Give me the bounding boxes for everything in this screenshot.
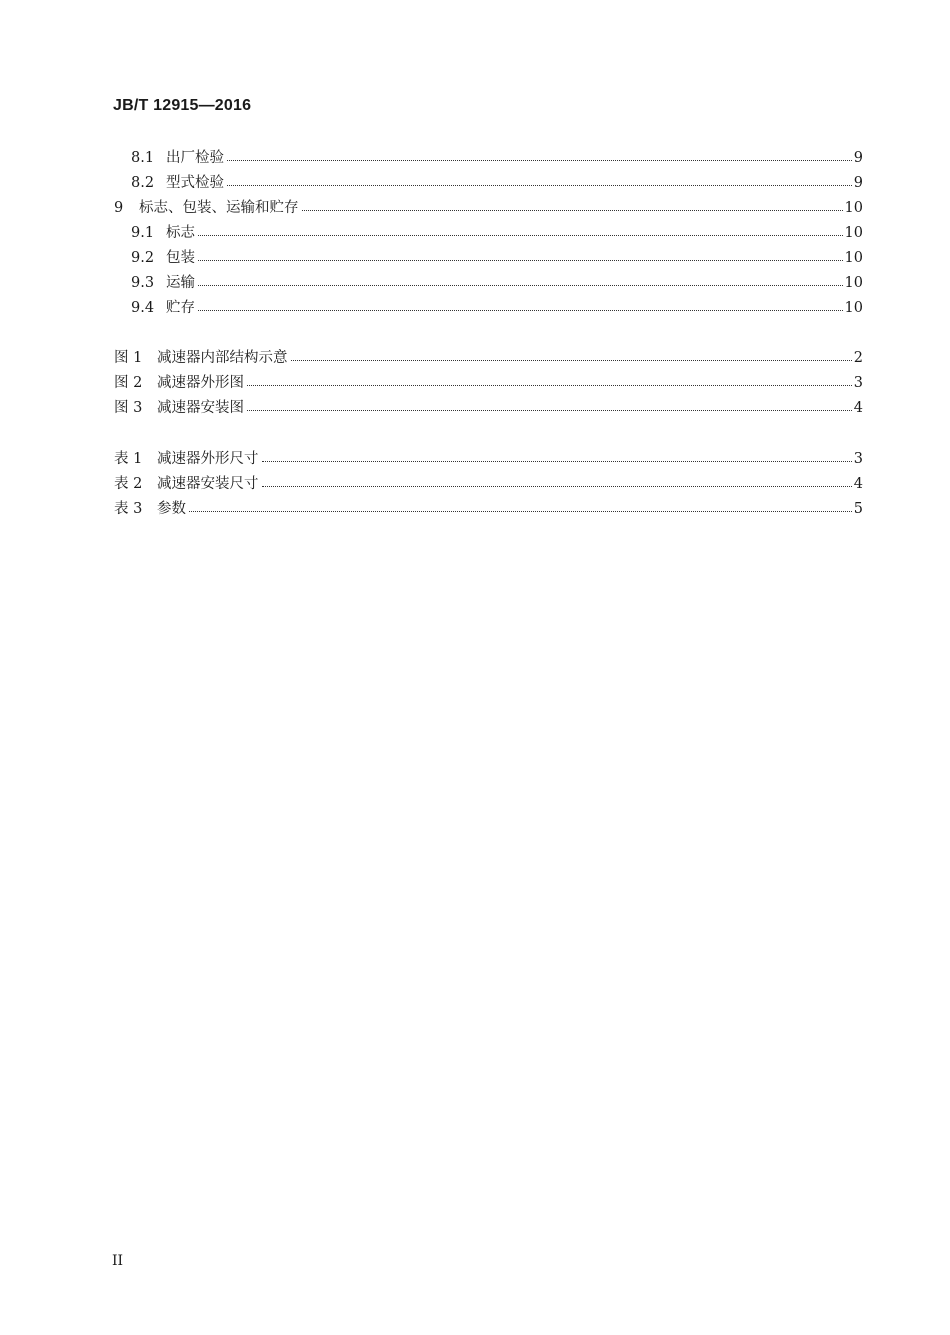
leader-dots: [189, 497, 852, 512]
toc-entry-title: 运输: [166, 275, 195, 291]
table-number: 表 1: [114, 451, 143, 467]
figure-page: 4: [853, 400, 863, 416]
toc-entry-page: 10: [844, 275, 863, 291]
figure-page: 3: [853, 375, 863, 391]
toc-entry-page: 10: [844, 250, 863, 266]
figure-number: 图 1: [114, 350, 143, 366]
table-number: 表 2: [114, 476, 143, 492]
toc-entry-number: 9: [114, 200, 124, 216]
figure-entry-3[interactable]: [114, 397, 863, 417]
leader-dots: [302, 196, 843, 211]
toc-entry-number: 9.1: [131, 225, 155, 241]
toc-entry-number: 9.2: [131, 250, 155, 266]
toc-entry-title: 包装: [166, 250, 195, 266]
toc-entry-title: 出厂检验: [166, 150, 224, 166]
toc-entry-8-2[interactable]: [131, 172, 863, 192]
toc-entry-page: 10: [844, 200, 863, 216]
toc-entry-number: 9.3: [131, 275, 155, 291]
leader-dots: [262, 472, 852, 487]
leader-dots: [227, 171, 852, 186]
table-title: 参数: [157, 501, 186, 517]
toc-entry-page: 10: [844, 225, 863, 241]
leader-dots: [291, 346, 852, 361]
leader-dots: [198, 296, 843, 311]
figure-entry-1[interactable]: [114, 347, 863, 367]
figure-title: 减速器外形图: [157, 375, 244, 391]
leader-dots: [198, 221, 843, 236]
table-title: 减速器安装尺寸: [157, 476, 259, 492]
table-title: 减速器外形尺寸: [157, 451, 259, 467]
table-entry-3[interactable]: [114, 498, 863, 518]
toc-entry-9[interactable]: [114, 197, 863, 217]
toc-entry-9-4[interactable]: [131, 297, 863, 317]
leader-dots: [247, 396, 852, 411]
page-number: II: [112, 1253, 124, 1269]
leader-dots: [247, 371, 852, 386]
toc-entry-title: 贮存: [166, 300, 195, 316]
table-entry-1[interactable]: [114, 448, 863, 468]
toc-entry-8-1[interactable]: [131, 147, 863, 167]
table-number: 表 3: [114, 501, 143, 517]
figure-number: 图 2: [114, 375, 143, 391]
table-page: 4: [853, 476, 863, 492]
toc-entry-page: 9: [853, 175, 863, 191]
toc-entry-page: 10: [844, 300, 863, 316]
leader-dots: [198, 271, 843, 286]
toc-entry-number: 8.1: [131, 150, 155, 166]
figure-number: 图 3: [114, 400, 143, 416]
figure-entry-2[interactable]: [114, 372, 863, 392]
toc-entry-9-2[interactable]: [131, 247, 863, 267]
toc-entry-number: 8.2: [131, 175, 155, 191]
leader-dots: [198, 246, 843, 261]
toc-entry-title: 标志、包装、运输和贮存: [139, 200, 299, 216]
toc-entry-title: 标志: [166, 225, 195, 241]
table-page: 5: [853, 501, 863, 517]
table-entry-2[interactable]: [114, 473, 863, 493]
leader-dots: [262, 447, 852, 462]
table-page: 3: [853, 451, 863, 467]
toc-entry-title: 型式检验: [166, 175, 224, 191]
figure-title: 减速器安装图: [157, 400, 244, 416]
figure-page: 2: [853, 350, 863, 366]
toc-entry-number: 9.4: [131, 300, 155, 316]
figure-title: 减速器内部结构示意: [157, 350, 288, 366]
toc-entry-page: 9: [853, 150, 863, 166]
document-code: JB/T 12915—2016: [113, 97, 252, 114]
leader-dots: [227, 146, 852, 161]
toc-entry-9-3[interactable]: [131, 272, 863, 292]
toc-entry-9-1[interactable]: [131, 222, 863, 242]
